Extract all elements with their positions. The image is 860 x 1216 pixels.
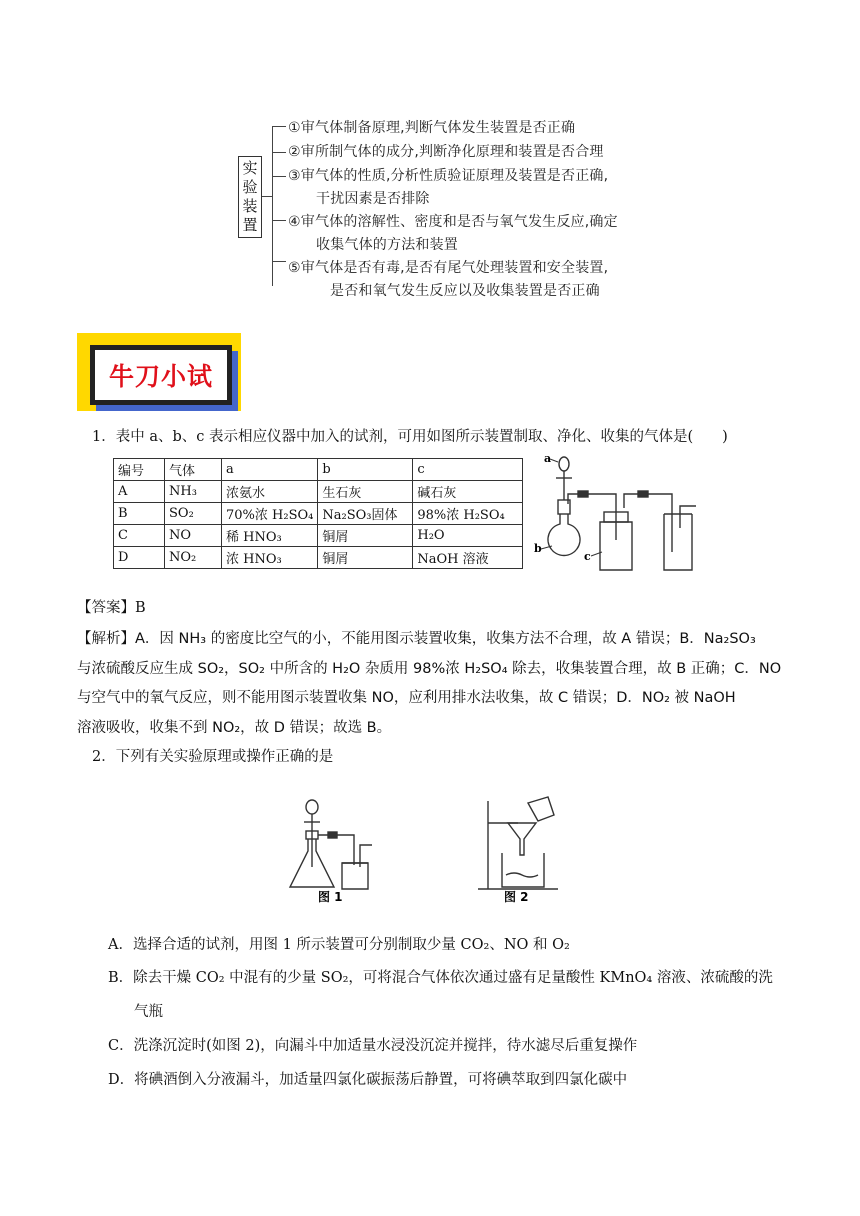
analysis-line: 与空气中的氧气反应，则不能用图示装置收集 NO，应利用排水法收集，故 C 错误；D．NO₂ 被 NaOH — [77, 690, 736, 706]
table-cell: C — [114, 525, 165, 547]
table-cell: 碱石灰 — [413, 481, 523, 503]
table-cell: 铜屑 — [318, 547, 413, 569]
option-a: A．选择合适的试剂，用图 1 所示装置可分别制取少量 CO₂、NO 和 O₂ — [108, 937, 570, 953]
table-cell: 98%浓 H₂SO₄ — [413, 503, 523, 525]
option-d: D．将碘酒倒入分液漏斗，加适量四氯化碳振荡后静置，可将碘萃取到四氯化碳中 — [108, 1072, 628, 1088]
table-cell: B — [114, 503, 165, 525]
bracket-item: ④审气体的溶解性、密度和是否与氧气发生反应,确定 — [288, 214, 618, 230]
bracket-connector — [262, 196, 272, 197]
table-cell: NaOH 溶液 — [413, 547, 523, 569]
table-header-cell: a — [222, 459, 318, 481]
bracket-tick — [272, 152, 286, 153]
question-2-text: 2．下列有关实验原理或操作正确的是 — [92, 749, 334, 765]
table-cell: NO₂ — [165, 547, 222, 569]
bracket-tick — [272, 126, 286, 127]
table-header-cell: c — [413, 459, 523, 481]
figure-2-caption: 图 2 — [504, 890, 529, 903]
bracket-tick — [272, 220, 286, 221]
table-cell: H₂O — [413, 525, 523, 547]
table-cell: 浓 HNO₃ — [222, 547, 318, 569]
table-cell: 生石灰 — [318, 481, 413, 503]
analysis-line: 与浓硫酸反应生成 SO₂，SO₂ 中所含的 H₂O 杂质用 98%浓 H₂SO₄ 除去，收集装置合理，故 B 正确；C．NO — [77, 660, 782, 677]
banner-title: 牛刀小试 — [108, 362, 213, 391]
table-row — [114, 547, 523, 569]
label-b: b — [534, 542, 542, 555]
table-header-row — [114, 459, 523, 481]
bracket-item: ③审气体的性质,分析性质验证原理及装置是否正确, — [288, 168, 609, 184]
reagent-table — [113, 458, 523, 569]
label-a: a — [544, 452, 552, 465]
table-cell: 铜屑 — [318, 525, 413, 547]
figure-1-caption: 图 1 — [318, 890, 343, 903]
table-row — [114, 525, 523, 547]
question-1-text: 1．表中 a、b、c 表示相应仪器中加入的试剂，可用如图所示装置制取、净化、收集的气体是( ) — [92, 429, 728, 445]
bracket-item: ⑤审气体是否有毒,是否有尾气处理装置和安全装置, — [288, 260, 609, 276]
gas-apparatus-diagram — [530, 448, 710, 578]
bracket-item: ①审气体制备原理,判断气体发生装置是否正确 — [288, 120, 576, 136]
experiment-apparatus-diagram — [238, 108, 654, 304]
bracket-label: 实验装置 — [238, 156, 262, 238]
table-header-cell: 气体 — [165, 459, 222, 481]
table-header-cell: 编号 — [114, 459, 165, 481]
analysis-block — [77, 625, 797, 743]
bracket-line — [272, 126, 273, 286]
label-c: c — [584, 550, 591, 563]
table-row — [114, 503, 523, 525]
bracket-tick — [272, 261, 286, 262]
table-cell: NO — [165, 525, 222, 547]
table-cell: SO₂ — [165, 503, 222, 525]
table-cell: Na₂SO₃固体 — [318, 503, 413, 525]
option-c: C．洗涤沉淀时(如图 2)，向漏斗中加适量水浸没沉淀并搅拌，待水滤尽后重复操作 — [108, 1038, 638, 1054]
question-2-figures — [282, 793, 582, 903]
table-cell: NH₃ — [165, 481, 222, 503]
bracket-item: 收集气体的方法和装置 — [316, 237, 458, 253]
bracket-item: 是否和氧气发生反应以及收集装置是否正确 — [330, 283, 600, 299]
analysis-line: 【解析】A．因 NH₃ 的密度比空气的小，不能用图示装置收集，收集方法不合理，故 A 错误；B．Na₂SO₃ — [77, 631, 756, 647]
table-cell: 稀 HNO₃ — [222, 525, 318, 547]
option-b: B．除去干燥 CO₂ 中混有的少量 SO₂，可将混合气体依次通过盛有足量酸性 KMnO₄ 溶液、浓硫酸的洗 — [108, 970, 773, 986]
table-row — [114, 481, 523, 503]
table-cell: 70%浓 H₂SO₄ — [222, 503, 318, 525]
bracket-item: 干扰因素是否排除 — [316, 191, 430, 207]
table-cell: D — [114, 547, 165, 569]
table-cell: A — [114, 481, 165, 503]
table-header-cell: b — [318, 459, 413, 481]
answer-line: 【答案】B — [77, 600, 146, 616]
analysis-line: 溶液吸收，收集不到 NO₂，故 D 错误；故选 B。 — [77, 719, 392, 736]
table-cell: 浓氨水 — [222, 481, 318, 503]
bracket-item: ②审所制气体的成分,判断净化原理和装置是否合理 — [288, 144, 604, 160]
section-banner — [77, 333, 241, 411]
option-b-continued: 气瓶 — [134, 1004, 163, 1020]
bracket-tick — [272, 176, 286, 177]
